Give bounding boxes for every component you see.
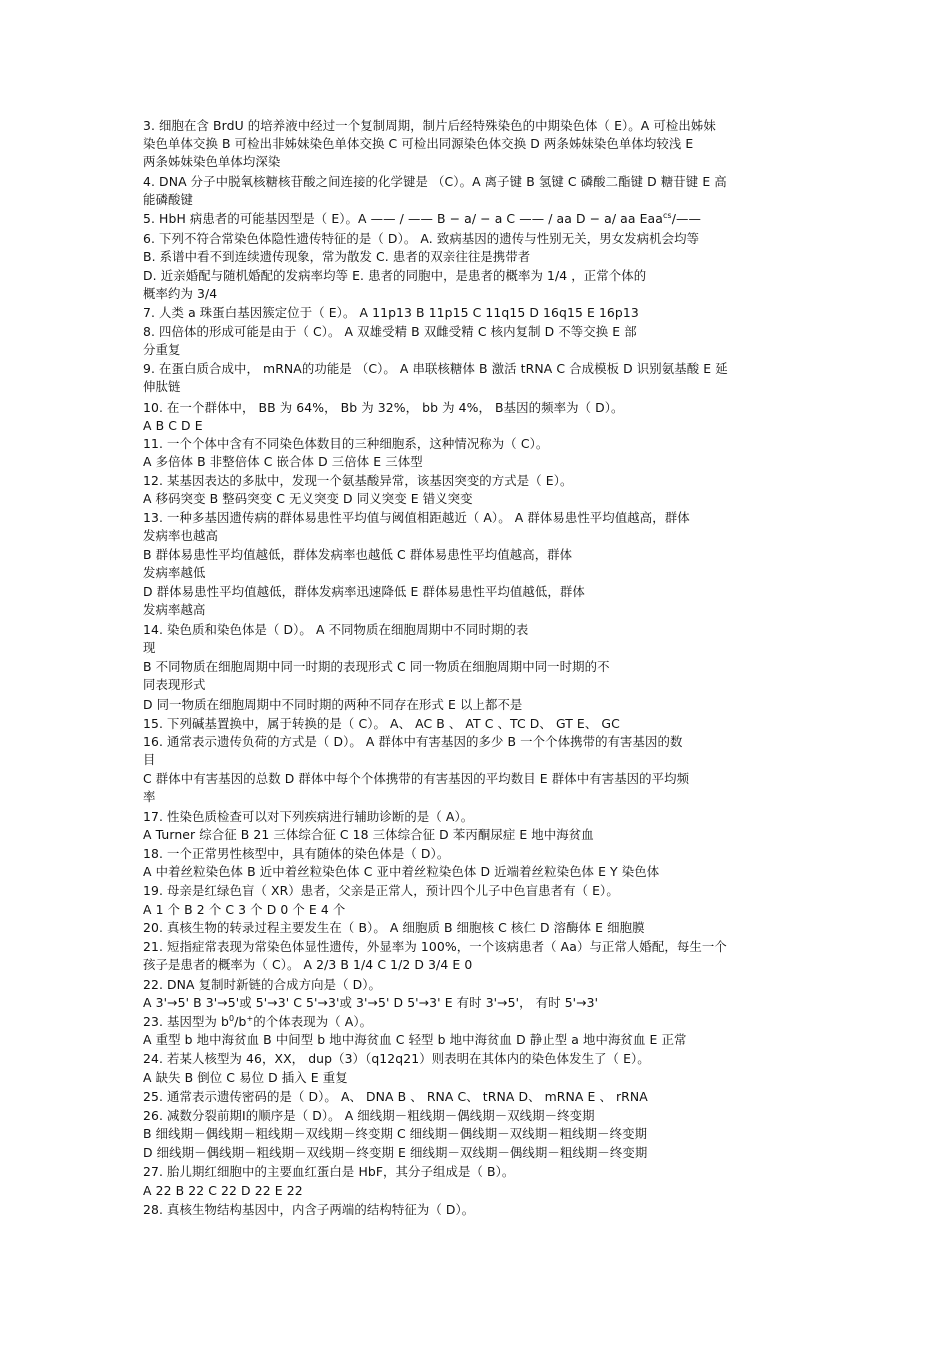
text-line: D. 近亲婚配与随机婚配的发病率均等 E. 患者的同胞中，是患者的概率为 1/4 ，正常个体的 — [143, 268, 647, 283]
text-line: 13. 一种多基因遗传病的群体易患性平均值与阈值相距越近（ A）。 A 群体易患性平均值越高，群体 — [143, 510, 690, 525]
text-line: 19. 母亲是红绿色盲（ XR）患者，父亲是正常人，预计四个儿子中色盲患者有（ E）。 — [143, 883, 619, 898]
text-line: 能磷酸键 — [143, 192, 193, 207]
text-line: A 22 B 22 C 22 D 22 E 22 — [143, 1183, 303, 1198]
text-line: D 细线期－偶线期－粗线期－双线期－终变期 E 细线期－双线期－偶线期－粗线期－终变期 — [143, 1145, 648, 1160]
text-line: 14. 染色质和染色体是（ D）。 A 不同物质在细胞周期中不同时期的表 — [143, 622, 529, 637]
text-line: 率 — [143, 789, 156, 804]
text-line: 10. 在一个群体中， BB 为 64%， Bb 为 32%， bb 为 4%， B基因的频率为（ D）。 — [143, 400, 624, 415]
text-line: B 群体易患性平均值越低，群体发病率也越低 C 群体易患性平均值越高，群体 — [143, 547, 573, 562]
text-line: B 细线期－偶线期－粗线期－双线期－终变期 C 细线期－偶线期－双线期－粗线期－终变期 — [143, 1126, 648, 1141]
text-line: 16. 通常表示遗传负荷的方式是（ D）。 A 群体中有害基因的多少 B 一个个体携带的有害基因的数 — [143, 734, 683, 749]
text-line: 伸肽链 — [143, 379, 181, 394]
text-line: 6. 下列不符合常染色体隐性遗传特征的是（ D）。 A. 致病基因的遗传与性别无关，男女发病机会均等 — [143, 231, 700, 246]
text-line: 21. 短指症常表现为常染色体显性遗传，外显率为 100%，一个该病患者（ Aa）与正常人婚配，每生一个 — [143, 939, 727, 954]
text-line: A 缺失 B 倒位 C 易位 D 插入 E 重复 — [143, 1070, 348, 1085]
text-line: 两条姊妹染色单体均深染 — [143, 154, 281, 169]
text-line: 同表现形式 — [143, 677, 206, 692]
text-line: 18. 一个正常男性核型中，具有随体的染色体是（ D）。 — [143, 846, 450, 861]
text-line: 染色单体交换 B 可检出非姊妹染色单体交换 C 可检出同源染色体交换 D 两条姊妹染色单体均较浅 E — [143, 136, 694, 151]
text-line: 现 — [143, 640, 156, 655]
text-line: A 重型 b 地中海贫血 B 中间型 b 地中海贫血 C 轻型 b 地中海贫血 D 静止型 a 地中海贫血 E 正常 — [143, 1032, 687, 1047]
text-line: 22. DNA 复制时新链的合成方向是（ D）。 — [143, 977, 382, 992]
text-line: 5. HbH 病患者的可能基因型是（ E）。A —— / —— B − a/ − a C —— / aa D − a/ aa Eaa$^{cs}$/—— — [143, 211, 701, 226]
text-line: A 1 个 B 2 个 C 3 个 D 0 个 E 4 个 — [143, 902, 346, 917]
text-line: 12. 某基因表达的多肽中，发现一个氨基酸异常，该基因突变的方式是（ E）。 — [143, 473, 573, 488]
text-line: A 移码突变 B 整码突变 C 无义突变 D 同义突变 E 错义突变 — [143, 491, 473, 506]
text-line: 目 — [143, 752, 156, 767]
text-line: 4. DNA 分子中脱氧核糖核苷酸之间连接的化学键是 （C）。A 离子键 B 氢键 C 磷酸二酯键 D 糖苷键 E 高 — [143, 174, 727, 189]
text-line: 8. 四倍体的形成可能是由于（ C）。 A 双雄受精 B 双雌受精 C 核内复制 D 不等交换 E 部 — [143, 324, 637, 339]
text-line: 孩子是患者的概率为（ C）。 A 2/3 B 1/4 C 1/2 D 3/4 E 0 — [143, 957, 473, 972]
text-line: 发病率越高 — [143, 602, 206, 617]
text-line: 27. 胎儿期红细胞中的主要血红蛋白是 HbF，其分子组成是（ B）。 — [143, 1164, 515, 1179]
text-line: 20. 真核生物的转录过程主要发生在（ B）。 A 细胞质 B 细胞核 C 核仁 D 溶酶体 E 细胞膜 — [143, 920, 645, 935]
text-line: 25. 通常表示遗传密码的是（ D）。 A、 DNA B 、 RNA C、 tRNA D、 mRNA E 、 rRNA — [143, 1089, 648, 1104]
text-line: 9. 在蛋白质合成中， mRNA的功能是 （C）。 A 串联核糖体 B 激活 tRNA C 合成模板 D 识别氨基酸 E 延 — [143, 361, 728, 376]
text-line: 11. 一个个体中含有不同染色体数目的三种细胞系，这种情况称为（ C）。 — [143, 436, 549, 451]
text-line: 28. 真核生物结构基因中，内含子两端的结构特征为（ D）。 — [143, 1202, 475, 1217]
text-line: 7. 人类 a 珠蛋白基因簇定位于（ E）。 A 11p13 B 11p15 C 11q15 D 16q15 E 16p13 — [143, 305, 639, 320]
text-line: C 群体中有害基因的总数 D 群体中每个个体携带的有害基因的平均数目 E 群体中有害基因的平均频 — [143, 771, 690, 786]
text-line: 23. 基因型为 $b^0/b^+$的个体表现为（ A）。 — [143, 1014, 373, 1029]
text-line: 26. 减数分裂前期Ⅰ的顺序是（ D）。 A 细线期－粗线期－偶线期－双线期－终变期 — [143, 1108, 595, 1123]
text-line: 24. 若某人核型为 46，XX， dup（3）（q12q21）则表明在其体内的染色体发生了（ E）。 — [143, 1051, 650, 1066]
text-line: D 同一物质在细胞周期中不同时期的两种不同存在形式 E 以上都不是 — [143, 697, 523, 712]
text-line: B. 系谱中看不到连续遗传现象，常为散发 C. 患者的双亲往往是携带者 — [143, 249, 531, 264]
text-line: A B C D E — [143, 418, 203, 433]
text-line: 15. 下列碱基置换中，属于转换的是（ C）。 A、 AC B 、 AT C 、TC D、 GT E、 GC — [143, 716, 620, 731]
text-line: D 群体易患性平均值越低，群体发病率迅速降低 E 群体易患性平均值越低，群体 — [143, 584, 585, 599]
text-line: 发病率越低 — [143, 565, 206, 580]
text-line: A Turner 综合征 B 21 三体综合征 C 18 三体综合征 D 苯丙酮尿症 E 地中海贫血 — [143, 827, 594, 842]
text-line: 分重复 — [143, 342, 181, 357]
text-line: A 中着丝粒染色体 B 近中着丝粒染色体 C 亚中着丝粒染色体 D 近端着丝粒染色体 E Y 染色体 — [143, 864, 660, 879]
text-line: B 不同物质在细胞周期中同一时期的表现形式 C 同一物质在细胞周期中同一时期的不 — [143, 659, 610, 674]
text-line: 17. 性染色质检查可以对下列疾病进行辅助诊断的是（ A）。 — [143, 809, 474, 824]
text-line: A 多倍体 B 非整倍体 C 嵌合体 D 三倍体 E 三体型 — [143, 454, 423, 469]
text-line: 概率约为 3/4 — [143, 286, 218, 301]
text-line: A 3'→5' B 3'→5'或 5'→3' C 5'→3'或 3'→5' D 5'→3' E 有时 3'→5'， 有时 5'→3' — [143, 995, 599, 1010]
text-line: 发病率也越高 — [143, 528, 218, 543]
text-line: 3. 细胞在含 BrdU 的培养液中经过一个复制周期，制片后经特殊染色的中期染色体（ E）。A 可检出姊妹 — [143, 118, 716, 133]
